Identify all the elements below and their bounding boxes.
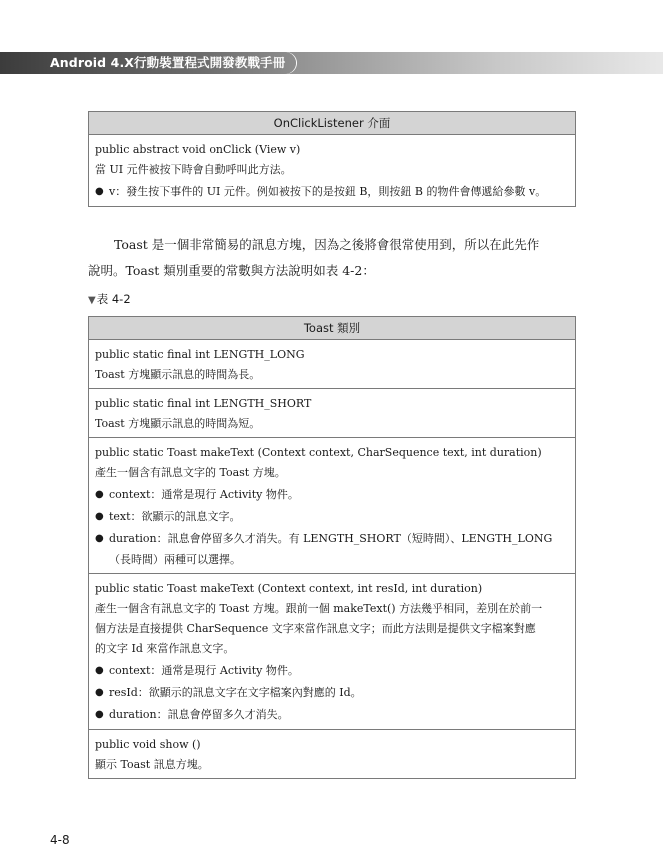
parameter-item	[95, 529, 569, 549]
method-description: 當 UI 元件被按下時會自動呼叫此方法。	[95, 163, 292, 176]
bullet-icon: ●	[95, 533, 104, 544]
parameter-item	[95, 661, 569, 681]
parameter-item	[95, 683, 569, 703]
body-paragraph	[88, 232, 578, 284]
bullet-icon: ●	[95, 489, 104, 500]
parameter-text: duration：訊息會停留多久才消失。	[109, 708, 289, 721]
method-signature: public static final int LENGTH_SHORT	[95, 397, 312, 410]
parameter-list	[95, 182, 569, 202]
table-header: OnClickListener 介面	[89, 112, 575, 135]
method-signature: public static final int LENGTH_LONG	[95, 348, 305, 361]
table-section	[89, 340, 575, 388]
method-description: 顯示 Toast 訊息方塊。	[95, 758, 209, 771]
table-header: Toast 類別	[89, 317, 575, 340]
parameter-text: context：通常是現行 Activity 物件。	[109, 488, 299, 501]
table-section	[89, 729, 575, 778]
paragraph-line-2: 說明。Toast 類別重要的常數與方法說明如表 4-2：	[88, 263, 375, 278]
table-section	[89, 573, 575, 729]
method-signature: public void show ()	[95, 738, 201, 751]
bullet-icon: ●	[95, 687, 104, 698]
method-signature: public static Toast makeText (Context context, CharSequence text, int duration)	[95, 446, 542, 459]
parameter-text: text：欲顯示的訊息文字。	[109, 510, 241, 523]
parameter-text: duration：訊息會停留多久才消失。有 LENGTH_SHORT（短時間）、LENGTH_LONG	[109, 532, 553, 545]
toast-class-table	[88, 316, 576, 779]
bullet-icon: ●	[95, 511, 104, 522]
caption-label: 表 4-2	[96, 292, 131, 306]
method-description: 產生一個含有訊息文字的 Toast 方塊。	[95, 466, 286, 479]
method-description-line: 產生一個含有訊息文字的 Toast 方塊。跟前一個 makeText() 方法幾乎相同，差別在於前一	[95, 602, 543, 615]
parameter-continuation: （長時間）兩種可以選擇。	[109, 553, 241, 566]
parameter-item	[95, 705, 569, 725]
parameter-list	[95, 661, 569, 725]
method-description-line: 的文字 Id 來當作訊息文字。	[95, 642, 235, 655]
parameter-text: v：發生按下事件的 UI 元件。例如被按下的是按鈕 B，則按鈕 B 的物件會傳遞給參數 v。	[109, 185, 547, 198]
parameter-item	[95, 485, 569, 505]
method-signature: public static Toast makeText (Context context, int resId, int duration)	[95, 582, 483, 595]
parameter-item	[95, 507, 569, 527]
page-number: 4-8	[50, 833, 70, 847]
method-description: Toast 方塊顯示訊息的時間為短。	[95, 417, 261, 430]
parameter-item	[95, 182, 569, 202]
method-description-line: 個方法是直接提供 CharSequence 文字來當作訊息文字；而此方法則是提供文字檔案對應	[95, 622, 536, 635]
triangle-down-icon: ▼	[88, 295, 96, 306]
table-caption	[88, 291, 131, 307]
parameter-text: resId：欲顯示的訊息文字在文字檔案內對應的 Id。	[109, 686, 362, 699]
book-title: Android 4.X行動裝置程式開發教戰手冊	[50, 55, 286, 70]
bullet-icon: ●	[95, 186, 104, 197]
parameter-list	[95, 485, 569, 549]
onclicklistener-table	[88, 111, 576, 207]
parameter-text: context：通常是現行 Activity 物件。	[109, 664, 299, 677]
method-description: Toast 方塊顯示訊息的時間為長。	[95, 368, 261, 381]
bullet-icon: ●	[95, 665, 104, 676]
method-signature: public abstract void onClick (View v)	[95, 143, 301, 156]
table-section	[89, 388, 575, 437]
table-section	[89, 135, 575, 206]
paragraph-line-1: Toast 是一個非常簡易的訊息方塊，因為之後將會很常使用到，所以在此先作	[114, 237, 540, 252]
bullet-icon: ●	[95, 709, 104, 720]
table-section	[89, 437, 575, 573]
